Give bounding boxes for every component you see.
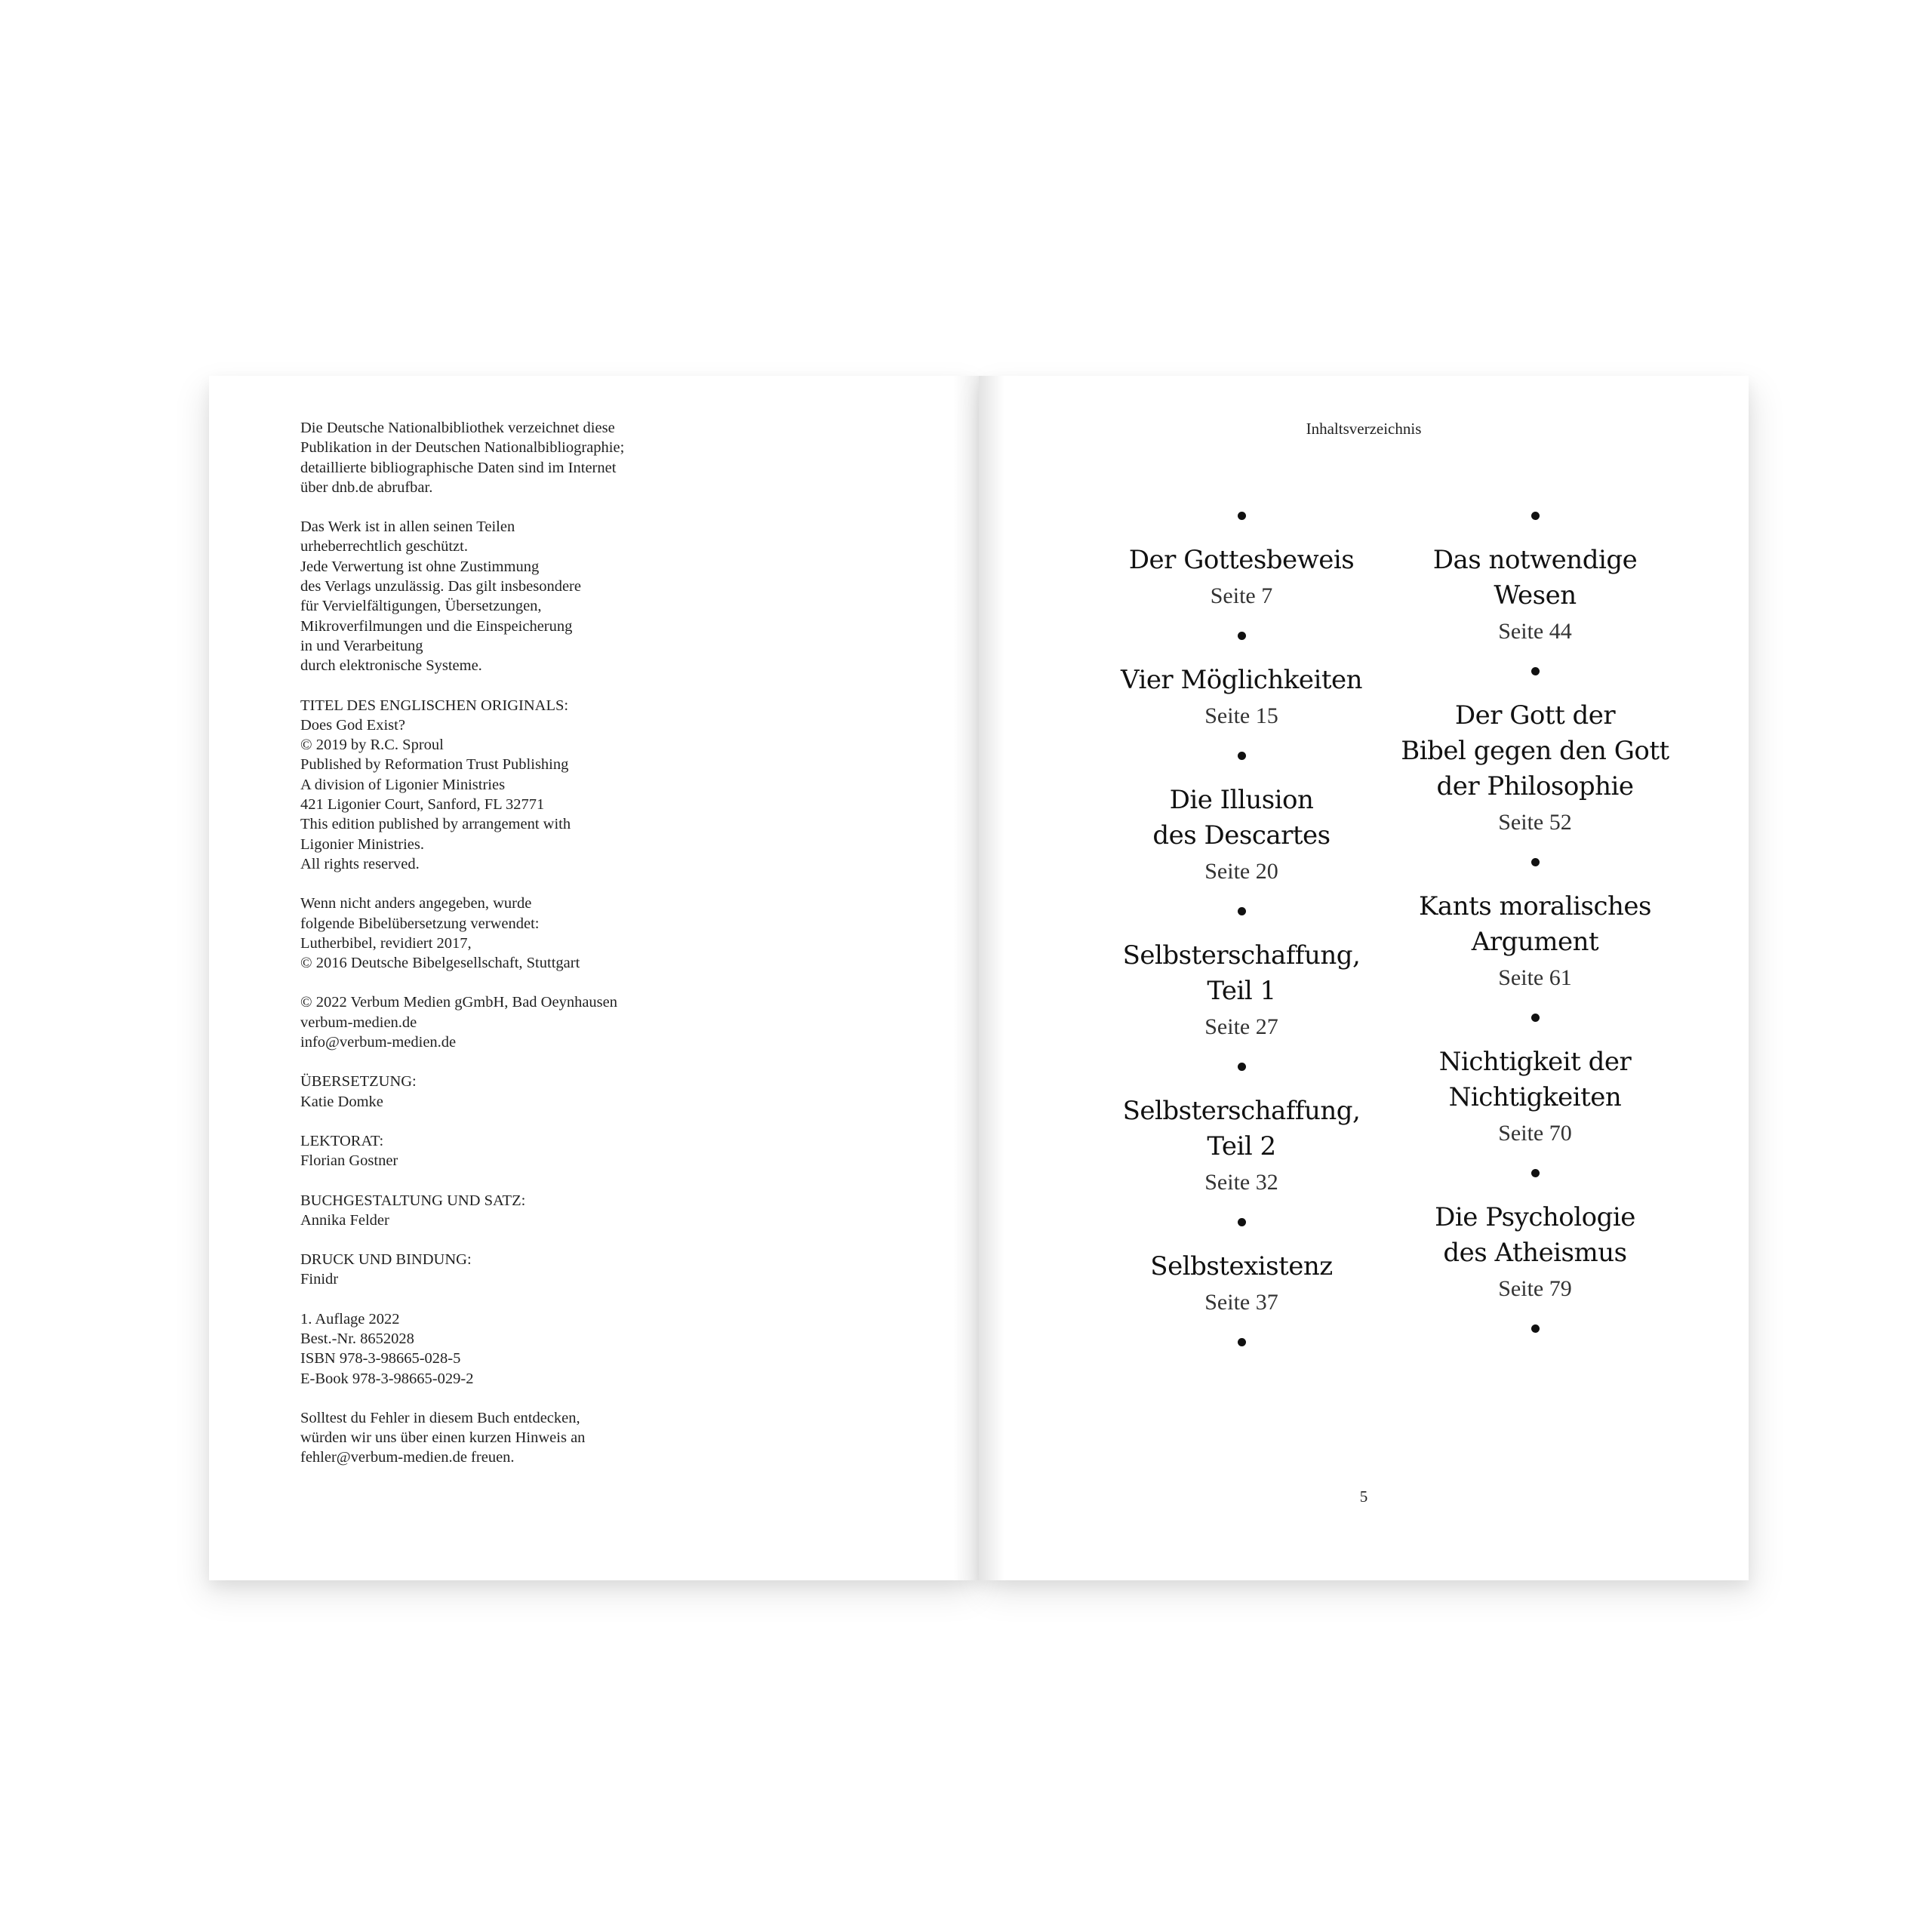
bullet-dot-icon bbox=[1238, 512, 1246, 520]
right-page bbox=[979, 376, 1749, 1580]
imprint-line: TITEL DES ENGLISCHEN ORIGINALS: bbox=[300, 697, 569, 714]
toc-entry-page: Seite 15 bbox=[1204, 703, 1278, 728]
toc-entry-page: Seite 70 bbox=[1498, 1121, 1572, 1146]
toc-entry[interactable] bbox=[1091, 1226, 1392, 1338]
toc-entry-title: Die Illusion bbox=[1169, 785, 1314, 815]
imprint-line: Das Werk ist in allen seinen Teilen bbox=[300, 518, 515, 536]
gutter-shadow bbox=[953, 376, 979, 1580]
toc-entry-title: Der Gott der bbox=[1454, 700, 1616, 731]
toc-entry-title: Teil 2 bbox=[1207, 1131, 1276, 1161]
imprint-text bbox=[300, 418, 844, 1487]
imprint-line: © 2019 by R.C. Sproul bbox=[300, 737, 444, 754]
imprint-line: urheberrechtlich geschützt. bbox=[300, 538, 468, 555]
imprint-block bbox=[300, 517, 844, 675]
imprint-block bbox=[300, 1191, 844, 1231]
toc-entry-title: Die Psychologie bbox=[1435, 1202, 1635, 1232]
imprint-block bbox=[300, 418, 844, 497]
toc-entry-page: Seite 32 bbox=[1204, 1170, 1278, 1195]
bullet-dot-icon bbox=[1238, 1218, 1246, 1226]
imprint-line: Solltest du Fehler in diesem Buch entdecken, bbox=[300, 1409, 580, 1426]
bullet-dot-icon bbox=[1238, 632, 1246, 640]
toc-entry-title: Der Gottesbeweis bbox=[1128, 545, 1355, 575]
imprint-line: E-Book 978-3-98665-029-2 bbox=[300, 1370, 474, 1387]
imprint-line: A division of Ligonier Ministries bbox=[300, 776, 506, 793]
imprint-block bbox=[300, 1309, 844, 1389]
bullet-dot-icon bbox=[1531, 512, 1540, 520]
imprint-block bbox=[300, 1072, 844, 1112]
imprint-line: Mikroverfilmungen und die Einspeicherung bbox=[300, 617, 573, 635]
toc-entry[interactable] bbox=[1384, 1022, 1686, 1169]
imprint-line: Ligonier Ministries. bbox=[300, 835, 424, 853]
toc-entry-title: Selbstexistenz bbox=[1150, 1251, 1333, 1281]
toc-entry-title: Kants moralisches bbox=[1419, 891, 1651, 921]
toc-entry[interactable] bbox=[1091, 915, 1392, 1063]
imprint-line: Finidr bbox=[300, 1271, 339, 1288]
imprint-block bbox=[300, 894, 844, 973]
toc-entry[interactable] bbox=[1384, 675, 1686, 858]
bullet-dot-icon bbox=[1531, 858, 1540, 866]
toc-entry[interactable] bbox=[1091, 520, 1392, 632]
imprint-line: 421 Ligonier Court, Sanford, FL 32771 bbox=[300, 796, 545, 814]
bullet-dot-icon bbox=[1531, 1324, 1540, 1333]
imprint-line: Annika Felder bbox=[300, 1211, 389, 1229]
imprint-line: info@verbum-medien.de bbox=[300, 1034, 457, 1051]
imprint-line: LEKTORAT: bbox=[300, 1132, 384, 1149]
toc-entry[interactable] bbox=[1384, 520, 1686, 667]
toc-entry-title: Teil 1 bbox=[1207, 976, 1276, 1006]
imprint-line: Jede Verwertung ist ohne Zustimmung bbox=[300, 558, 540, 575]
toc-heading: Inhaltsverzeichnis bbox=[1306, 420, 1422, 438]
imprint-line: Lutherbibel, revidiert 2017, bbox=[300, 934, 472, 952]
toc-entry-page: Seite 37 bbox=[1204, 1290, 1278, 1315]
toc-entry-title: des Descartes bbox=[1152, 820, 1331, 851]
imprint-line: Die Deutsche Nationalbibliothek verzeichnet diese bbox=[300, 420, 615, 436]
imprint-line: detaillierte bibliographische Daten sind im Internet bbox=[300, 459, 617, 476]
bullet-dot-icon bbox=[1238, 752, 1246, 760]
imprint-line: fehler@verbum-medien.de freuen. bbox=[300, 1449, 515, 1466]
imprint-block bbox=[300, 1131, 844, 1171]
imprint-line: All rights reserved. bbox=[300, 855, 420, 872]
imprint-block bbox=[300, 992, 844, 1052]
toc-column-right bbox=[1384, 512, 1686, 1333]
toc-entry[interactable] bbox=[1384, 866, 1686, 1014]
imprint-line: durch elektronische Systeme. bbox=[300, 657, 482, 675]
toc-entry-page: Seite 61 bbox=[1498, 965, 1572, 990]
bullet-dot-icon bbox=[1531, 1014, 1540, 1022]
toc-entry-title: Argument bbox=[1471, 927, 1599, 957]
page-number: 5 bbox=[1359, 1487, 1368, 1506]
toc-entry-page: Seite 27 bbox=[1204, 1014, 1278, 1039]
left-page bbox=[209, 376, 979, 1580]
imprint-line: verbum-medien.de bbox=[300, 1014, 417, 1031]
toc-entry-title: Nichtigkeiten bbox=[1448, 1082, 1622, 1112]
bullet-dot-icon bbox=[1238, 1338, 1246, 1346]
imprint-line: Katie Domke bbox=[300, 1093, 383, 1110]
imprint-block bbox=[300, 696, 844, 875]
bullet-dot-icon bbox=[1238, 907, 1246, 915]
imprint-line: folgende Bibelübersetzung verwendet: bbox=[300, 915, 540, 932]
imprint-block bbox=[300, 1250, 844, 1290]
imprint-line: ISBN 978-3-98665-028-5 bbox=[300, 1350, 461, 1367]
imprint-line: This edition published by arrangement with bbox=[300, 816, 571, 833]
imprint-line: Wenn nicht anders angegeben, wurde bbox=[300, 895, 532, 912]
toc-entry[interactable] bbox=[1091, 640, 1392, 752]
imprint-line: Florian Gostner bbox=[300, 1152, 398, 1170]
imprint-line: Publikation in der Deutschen Nationalbibliographie; bbox=[300, 439, 625, 457]
toc-column-left bbox=[1091, 512, 1392, 1346]
imprint-line: Published by Reformation Trust Publishing bbox=[300, 756, 569, 774]
imprint-block bbox=[300, 1408, 844, 1468]
toc-entry-title: Vier Möglichkeiten bbox=[1120, 665, 1363, 695]
toc-entry-title: Bibel gegen den Gott bbox=[1401, 736, 1669, 766]
toc-entry-title: Wesen bbox=[1494, 580, 1577, 611]
imprint-line: DRUCK UND BINDUNG: bbox=[300, 1251, 472, 1269]
toc-entry[interactable] bbox=[1384, 1177, 1686, 1324]
toc-entry-page: Seite 7 bbox=[1210, 583, 1273, 608]
toc-entry-title: Selbsterschaffung, bbox=[1122, 1096, 1361, 1126]
imprint-line: © 2016 Deutsche Bibelgesellschaft, Stuttgart bbox=[300, 955, 580, 972]
imprint-line: in und Verarbeitung bbox=[300, 637, 423, 654]
toc-entry-title: der Philosophie bbox=[1436, 771, 1634, 801]
imprint-line: © 2022 Verbum Medien gGmbH, Bad Oeynhausen bbox=[300, 994, 618, 1011]
toc-entry[interactable] bbox=[1091, 760, 1392, 907]
imprint-line: Does God Exist? bbox=[300, 716, 405, 734]
toc-entry-page: Seite 52 bbox=[1498, 810, 1572, 835]
imprint-line: ÜBERSETZUNG: bbox=[300, 1073, 417, 1091]
toc-entry-title: Das notwendige bbox=[1432, 545, 1638, 575]
bullet-dot-icon bbox=[1238, 1063, 1246, 1071]
bullet-dot-icon bbox=[1531, 1169, 1540, 1177]
imprint-line: Best.-Nr. 8652028 bbox=[300, 1330, 414, 1347]
imprint-line: 1. Auflage 2022 bbox=[300, 1310, 400, 1327]
imprint-line: BUCHGESTALTUNG UND SATZ: bbox=[300, 1192, 526, 1209]
toc-entry-title: Nichtigkeit der bbox=[1438, 1047, 1632, 1077]
toc-entry-title: des Atheismus bbox=[1443, 1238, 1627, 1268]
bullet-dot-icon bbox=[1531, 667, 1540, 675]
imprint-line: über dnb.de abrufbar. bbox=[300, 478, 433, 496]
toc-entry[interactable] bbox=[1091, 1071, 1392, 1218]
toc-entry-page: Seite 79 bbox=[1498, 1276, 1572, 1301]
imprint-line: des Verlags unzulässig. Das gilt insbesondere bbox=[300, 578, 581, 595]
toc-entry-page: Seite 44 bbox=[1498, 619, 1572, 644]
toc-entry-page: Seite 20 bbox=[1204, 859, 1278, 884]
imprint-line: für Vervielfältigungen, Übersetzungen, bbox=[300, 598, 542, 615]
imprint-line: würden wir uns über einen kurzen Hinweis an bbox=[300, 1429, 586, 1447]
gutter-shadow bbox=[979, 376, 1004, 1580]
toc-entry-title: Selbsterschaffung, bbox=[1122, 940, 1361, 971]
